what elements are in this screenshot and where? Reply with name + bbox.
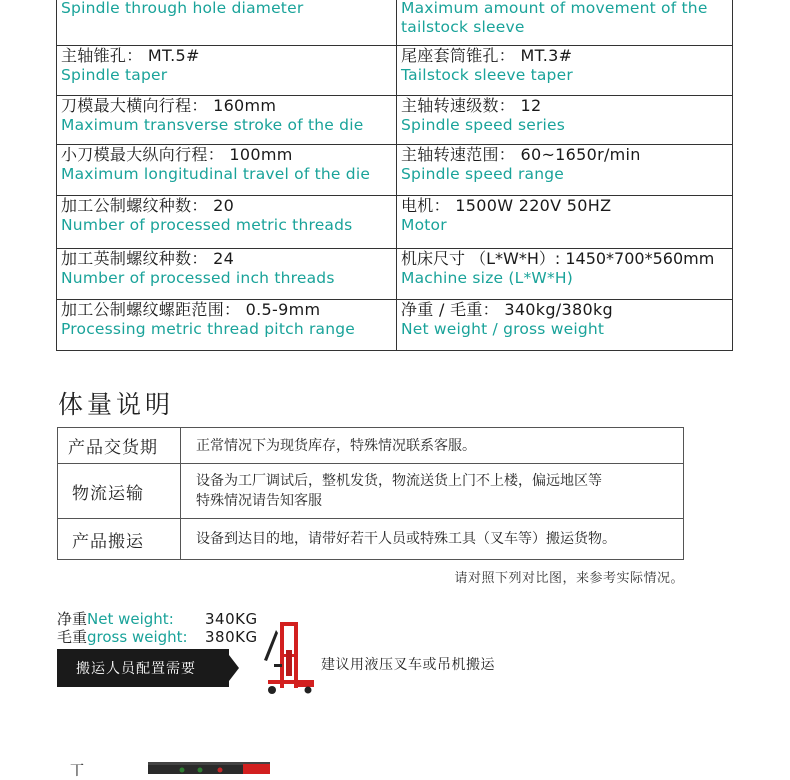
spec-en: tailstock sleeve: [401, 18, 525, 36]
spec-cell-right: [397, 96, 733, 145]
info-value: [181, 519, 684, 560]
spec-en: Net weight / gross weight: [401, 320, 605, 338]
gross-weight-cn: 毛重: [57, 628, 88, 646]
spec-cell-right: [397, 300, 733, 351]
spec-cell-right: [397, 0, 733, 46]
spec-cn: 主轴转速范围： 60~1650r/min: [401, 145, 641, 164]
handling-suggestion: 建议用液压叉车或吊机搬运: [321, 657, 495, 673]
spec-cn: 电机： 1500W 220V 50HZ: [401, 196, 612, 215]
spec-en: Spindle taper: [61, 66, 168, 84]
info-line: 设备为工厂调试后，整机发货，物流送货上门不上楼，偏远地区等: [196, 473, 602, 489]
spec-cn: 机床尺寸 （L*W*H）: 1450*700*560mm: [401, 249, 715, 268]
spec-en: Maximum transverse stroke of the die: [61, 116, 364, 134]
spec-cn: 刀模最大横向行程： 160mm: [61, 96, 277, 115]
spec-cell-right: [397, 196, 733, 249]
spec-cell-left: [57, 145, 397, 196]
info-label: 产品搬运: [58, 519, 181, 560]
spec-en: Tailstock sleeve taper: [401, 66, 573, 84]
spec-row: [57, 249, 733, 300]
comparison-note: 请对照下列对比图，来参考实际情况。: [454, 571, 684, 586]
net-weight-value: 340KG: [205, 610, 258, 628]
hydraulic-stacker-icon: [262, 620, 318, 696]
gross-weight-row: [57, 628, 258, 646]
handling-banner: 搬运人员配置需要: [57, 649, 229, 687]
spec-en: Number of processed metric threads: [61, 216, 353, 234]
spec-row: [57, 145, 733, 196]
info-label: 产品交货期: [58, 428, 181, 464]
spec-row: [57, 300, 733, 351]
info-row: [58, 519, 684, 560]
spec-cn: 小刀模最大纵向行程： 100mm: [61, 145, 293, 164]
net-weight-row: [57, 610, 258, 628]
info-value: [181, 428, 684, 464]
info-value: [181, 464, 684, 519]
spec-en: Spindle through hole diameter: [61, 0, 304, 17]
info-label: 物流运输: [58, 464, 181, 519]
spec-row: [57, 196, 733, 249]
spec-cell-left: [57, 96, 397, 145]
net-weight-en: Net weight:: [87, 610, 174, 628]
spec-en: Spindle speed series: [401, 116, 566, 134]
spec-table: [56, 0, 733, 351]
lathe-preview-icon: [148, 762, 270, 774]
info-table: [57, 427, 684, 560]
spec-cn: 加工公制螺纹种数： 20: [61, 196, 235, 215]
spec-cell-right: [397, 249, 733, 300]
net-weight-cn: 净重: [57, 610, 88, 628]
spec-en: Maximum longitudinal travel of the die: [61, 165, 371, 183]
spec-cell-left: [57, 196, 397, 249]
spec-cn: 加工公制螺纹螺距范围： 0.5-9mm: [61, 300, 321, 319]
gross-weight-value: 380KG: [205, 628, 258, 646]
info-line: 特殊情况请告知客服: [196, 493, 322, 509]
spec-cn: 尾座套筒锥孔： MT.3#: [401, 46, 573, 65]
spec-cell-left: [57, 300, 397, 351]
spec-en: Spindle speed range: [401, 165, 565, 183]
spec-cell-left: [57, 0, 397, 46]
spec-en: Number of processed inch threads: [61, 269, 335, 287]
spec-cn: 主轴锥孔： MT.5#: [61, 46, 200, 65]
spec-en: Motor: [401, 216, 447, 234]
spec-cell-left: [57, 46, 397, 96]
spec-en: Maximum amount of movement of the: [401, 0, 708, 17]
info-line: 正常情况下为现货库存，特殊情况联系客服。: [196, 437, 476, 454]
info-row: [58, 428, 684, 464]
spec-row: [57, 0, 733, 46]
spec-cn: 加工英制螺纹种数： 24: [61, 249, 235, 268]
spec-cn: 主轴转速级数： 12: [401, 96, 542, 115]
spec-cell-right: [397, 46, 733, 96]
banner-arrow-icon: [229, 655, 239, 681]
spec-cell-left: [57, 249, 397, 300]
spec-row: [57, 96, 733, 145]
bottom-glyph: 丅: [70, 763, 84, 779]
spec-row: [57, 46, 733, 96]
spec-en: Machine size (L*W*H): [401, 269, 574, 287]
spec-en: Processing metric thread pitch range: [61, 320, 356, 338]
weights-block: [57, 610, 258, 646]
info-row: [58, 464, 684, 519]
spec-cn: 净重 / 毛重： 340kg/380kg: [401, 300, 613, 319]
gross-weight-en: gross weight:: [87, 628, 188, 646]
spec-cell-right: [397, 145, 733, 196]
info-line: 设备到达目的地，请带好若干人员或特殊工具（叉车等）搬运货物。: [196, 531, 616, 547]
section-title: 体量说明: [58, 390, 175, 419]
